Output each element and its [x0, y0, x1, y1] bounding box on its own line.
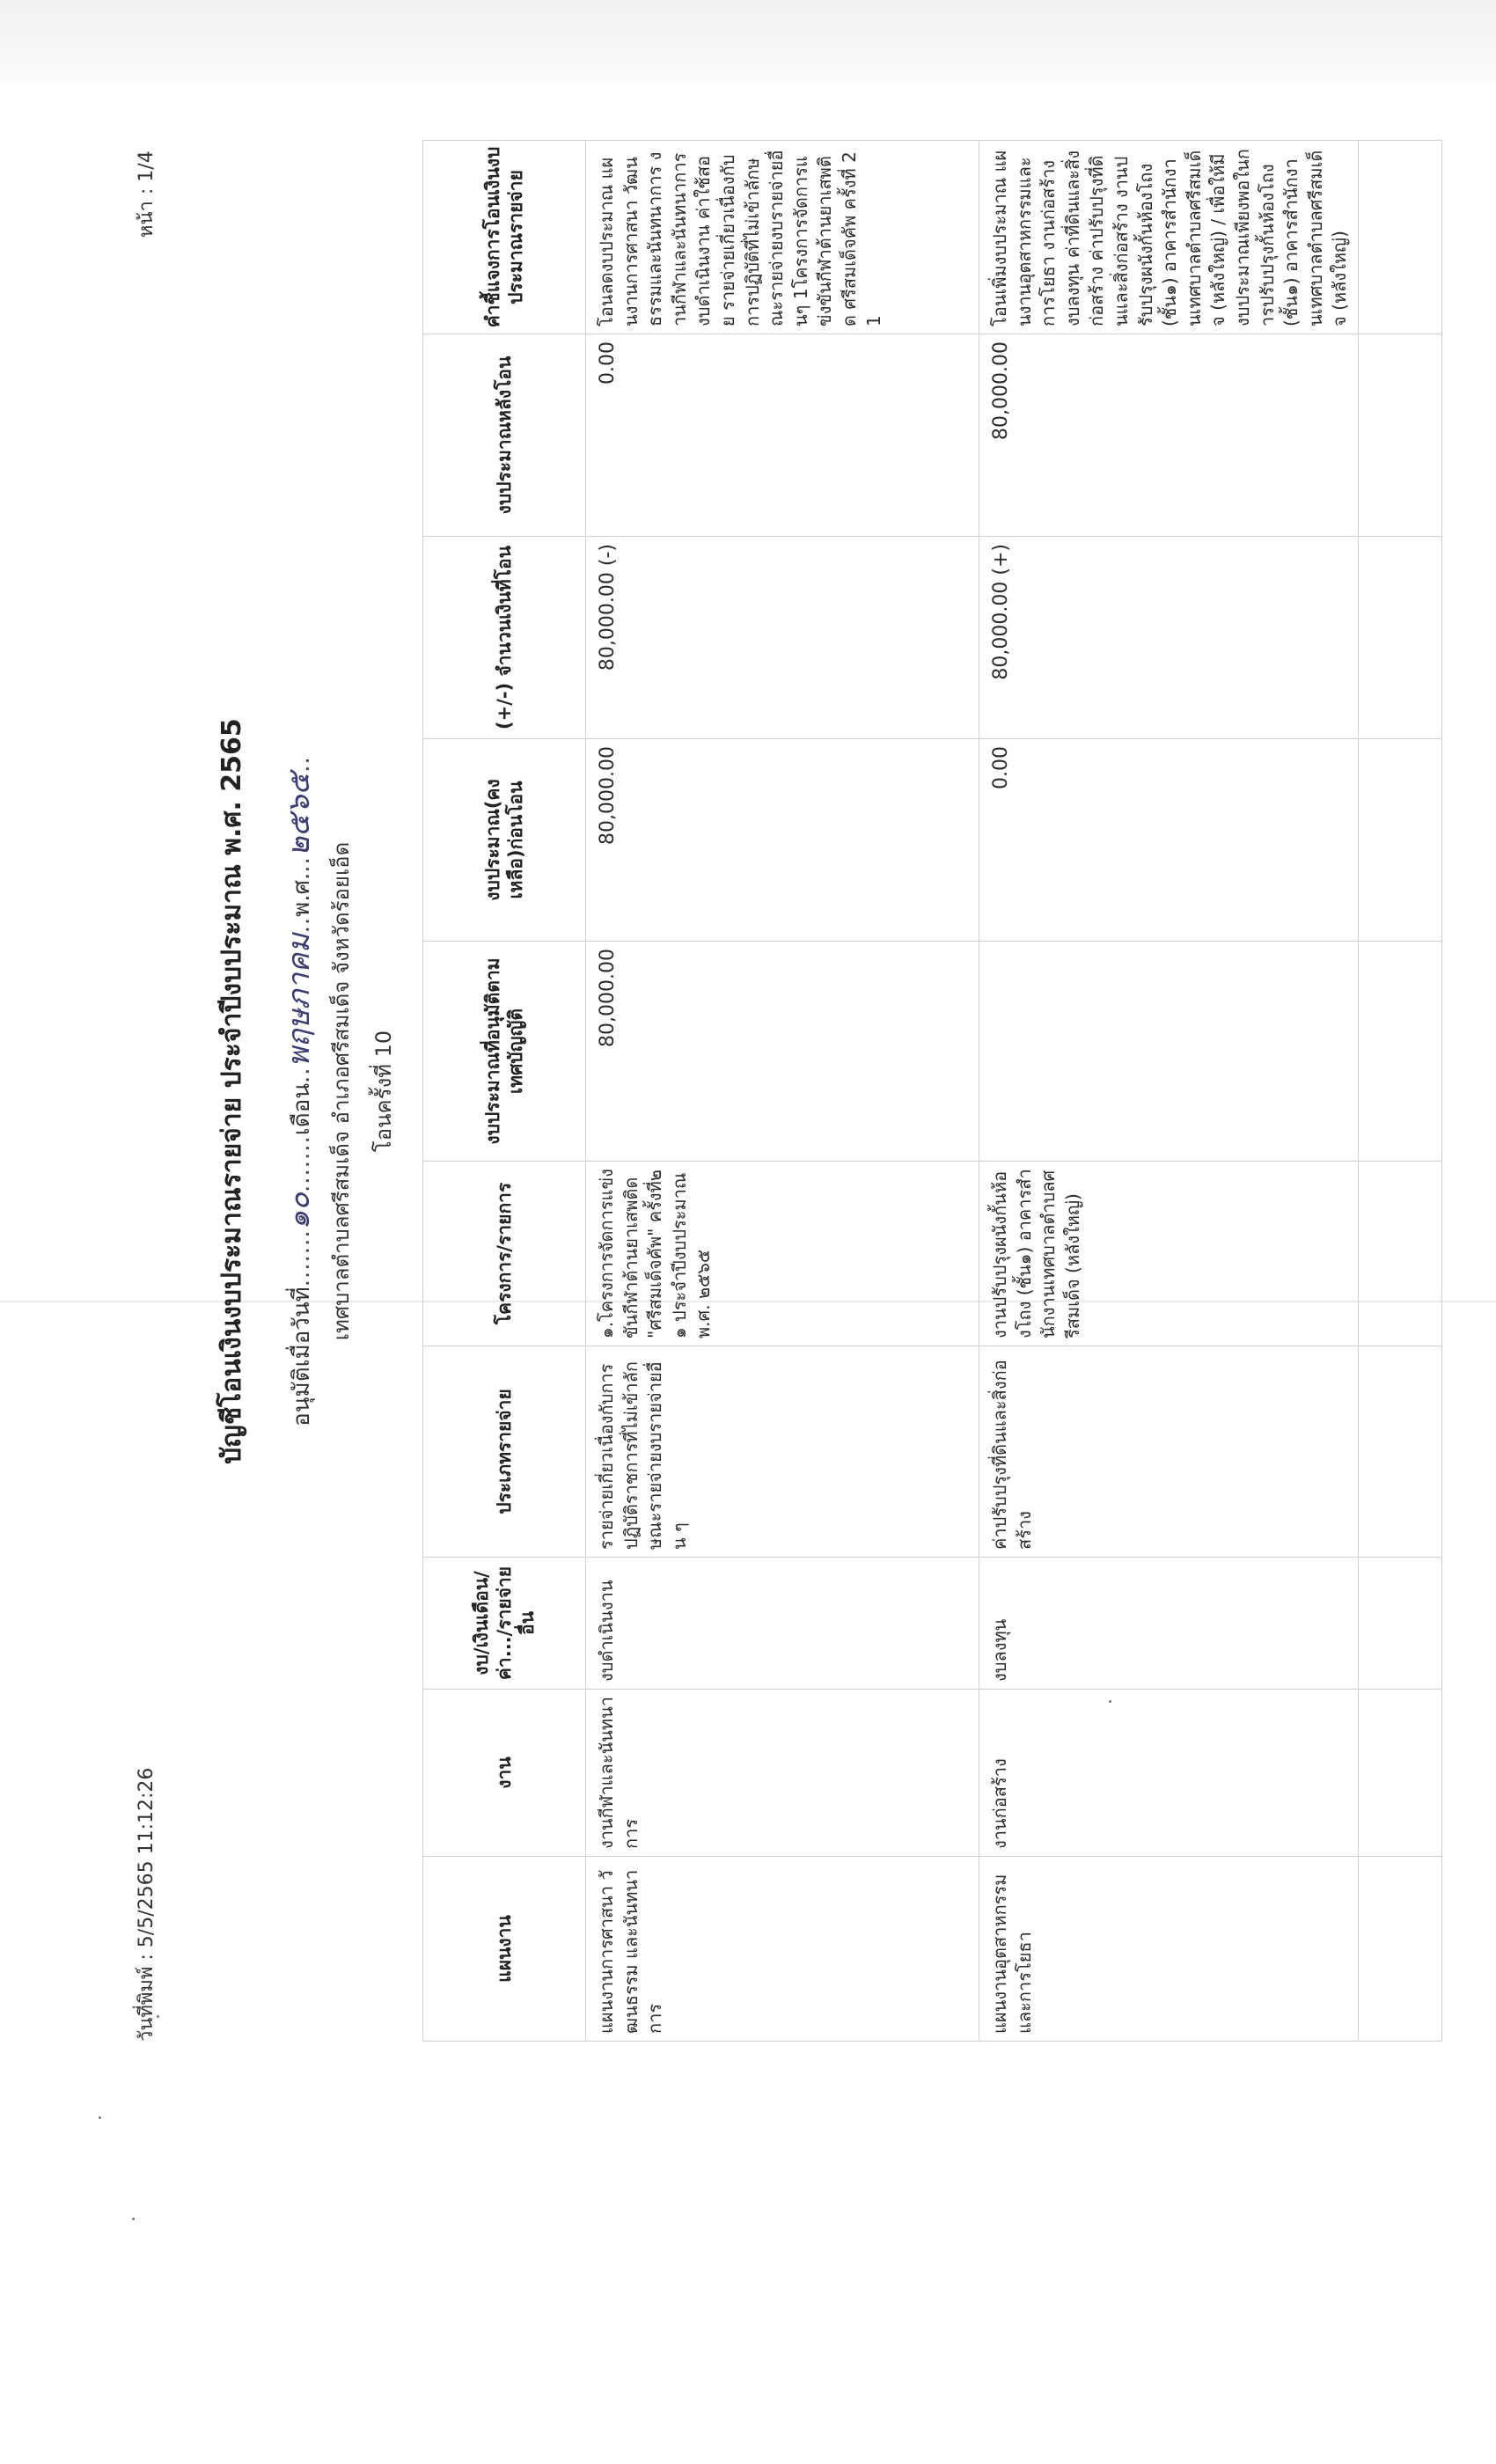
cell-budget-after: 0.00 — [586, 334, 979, 537]
col-header-work: งาน — [423, 1690, 586, 1857]
approve-prefix: อนุมัติเมื่อวันที่ — [289, 1287, 315, 1426]
col-header-budget-before: งบประมาณ(คงเหลือ)ก่อนโอน — [423, 739, 586, 942]
cell-explanation: โอนเพิ่มงบประมาณ แผนงานอุตสาหกรรมและการโยธา งานก่อสร้าง งบลงทุน ค่าที่ดินและสิ่งก่อสร้าง ค่าปรับปรุงที่ดินและสิ่งก่อสร้าง งานปรับปรุงผนังกั้นห้องโถง (ชั้น๑) อาคารสำนักงานเทศบาลตำบลศรีสมเด็จ (หลังใหญ่) / เพื่อให้มีงบประมาณเพียงพอในการปรับปรุงกั้นห้องโถง (ชั้น๑) อาคารสำนักงานเทศบาลตำบลศรีสมเด็จ (หลังใหญ่) — [979, 141, 1359, 334]
cell-budget-type: งบลงทุน — [979, 1558, 1359, 1690]
scan-speck — [99, 2116, 101, 2119]
transfer-table — [422, 140, 1442, 2042]
approve-year-handwritten: ๒๕๖๕ — [282, 772, 317, 857]
cell-budget-type: งบดำเนินงาน — [586, 1558, 979, 1690]
table-row — [979, 141, 1359, 2042]
cell-approved-budget: 80,000.00 — [586, 942, 979, 1162]
col-header-explanation: คำชี้แจงการโอนเงินงบประมาณรายจ่าย — [423, 141, 586, 334]
cell-project: งานปรับปรุงผนังกั้นห้องโถง (ชั้น๑) อาคารสำนักงานเทศบาลตำบลศรีสมเด็จ (หลังใหญ่) — [979, 1162, 1359, 1346]
print-date: วันที่พิมพ์ : 5/5/2565 11:12:26 — [136, 1767, 158, 2042]
table-row — [586, 141, 979, 2042]
col-header-approved-budget: งบประมาณที่อนุมัติตามเทศบัญญัติ — [423, 942, 586, 1162]
col-header-budget-type: งบ/เงินเดือน/ค่า.../รายจ่ายอื่น — [423, 1558, 586, 1690]
cell-plan: แผนงานอุตสาหกรรมและการโยธา — [979, 1857, 1359, 2042]
cell-project: ๑.โครงการจัดการแข่งขันกีฬาต้านยาเสพติด "ศรีสมเด็จคัพ" ครั้งที่๒๑ ประจำปีงบประมาณ พ.ศ. ๒๕๖๕ — [586, 1162, 979, 1346]
col-header-plan: แผนงาน — [423, 1857, 586, 2042]
col-header-budget-after: งบประมาณหลังโอน — [423, 334, 586, 537]
cell-explanation: โอนลดงบประมาณ แผนงานการศาสนา วัฒนธรรมและนันทนาการ งานกีฬาและนันทนาการ งบดำเนินงาน ค่าใช้สอย รายจ่ายเกี่ยวเนื่องกับการปฏิบัติที่ไม่เข้าลักษณะรายจ่ายงบรายจ่ายอื่นๆ 1โครงการจัดการแข่งขันกีฬาต้านยาเสพติด ศรีสมเด็จคัพ ครั้งที่ 21 — [586, 141, 979, 334]
cell-transfer-amount: 80,000.00 (+) — [979, 537, 1359, 739]
cell-work: งานก่อสร้าง — [979, 1690, 1359, 1857]
cell-plan: แผนงานการศาสนา วัฒนธรรม และนันทนาการ — [586, 1857, 979, 2042]
table-header-row — [423, 141, 586, 2042]
approve-day-handwritten: ๑๐ — [282, 1192, 317, 1230]
col-header-expense-type: ประเภทรายจ่าย — [423, 1346, 586, 1558]
rotated-document-page — [106, 123, 1382, 2059]
col-header-transfer-amount: (+/-) จำนวนเงินที่โอน — [423, 537, 586, 739]
cell-work: งานกีฬาและนันทนาการ — [586, 1690, 979, 1857]
scan-top-strip — [0, 0, 1496, 81]
cell-approved-budget — [979, 942, 1359, 1162]
cell-expense-type: ค่าปรับปรุงที่ดินและสิ่งก่อสร้าง — [979, 1346, 1359, 1558]
scan-speck — [132, 2218, 135, 2220]
cell-budget-before: 80,000.00 — [586, 739, 979, 942]
page-number: หน้า : 1/4 — [136, 150, 158, 238]
office-name: เทศบาลตำบลศรีสมเด็จ อำเภอศรีสมเด็จ จังหวัดร้อยเอ็ด — [329, 841, 354, 1341]
table-blank-row — [1358, 141, 1441, 2042]
cell-budget-before: 0.00 — [979, 739, 1359, 942]
approval-line: อนุมัติเมื่อวันที่.......๑๐.......เดือน..พฤษภาคม..พ.ศ...๒๕๖๕.. — [282, 756, 317, 1426]
document-title: บัญชีโอนเงินงบประมาณรายจ่าย ประจำปีงบประมาณ พ.ศ. 2565 — [216, 718, 247, 1464]
cell-expense-type: รายจ่ายเกี่ยวเนื่องกับการปฏิบัติราชการที่ไม่เข้าลักษณะรายจ่ายงบรายจ่ายอื่น ๆ — [586, 1346, 979, 1558]
col-header-project: โครงการ/รายการ — [423, 1162, 586, 1346]
cell-budget-after: 80,000.00 — [979, 334, 1359, 537]
cell-transfer-amount: 80,000.00 (-) — [586, 537, 979, 739]
transfer-number: โอนครั้งที่ 10 — [371, 1030, 396, 1153]
approve-month-handwritten: พฤษภาคม — [282, 933, 317, 1067]
approve-month-label: เดือน — [289, 1083, 315, 1136]
approve-year-label: พ.ศ. — [289, 872, 315, 917]
